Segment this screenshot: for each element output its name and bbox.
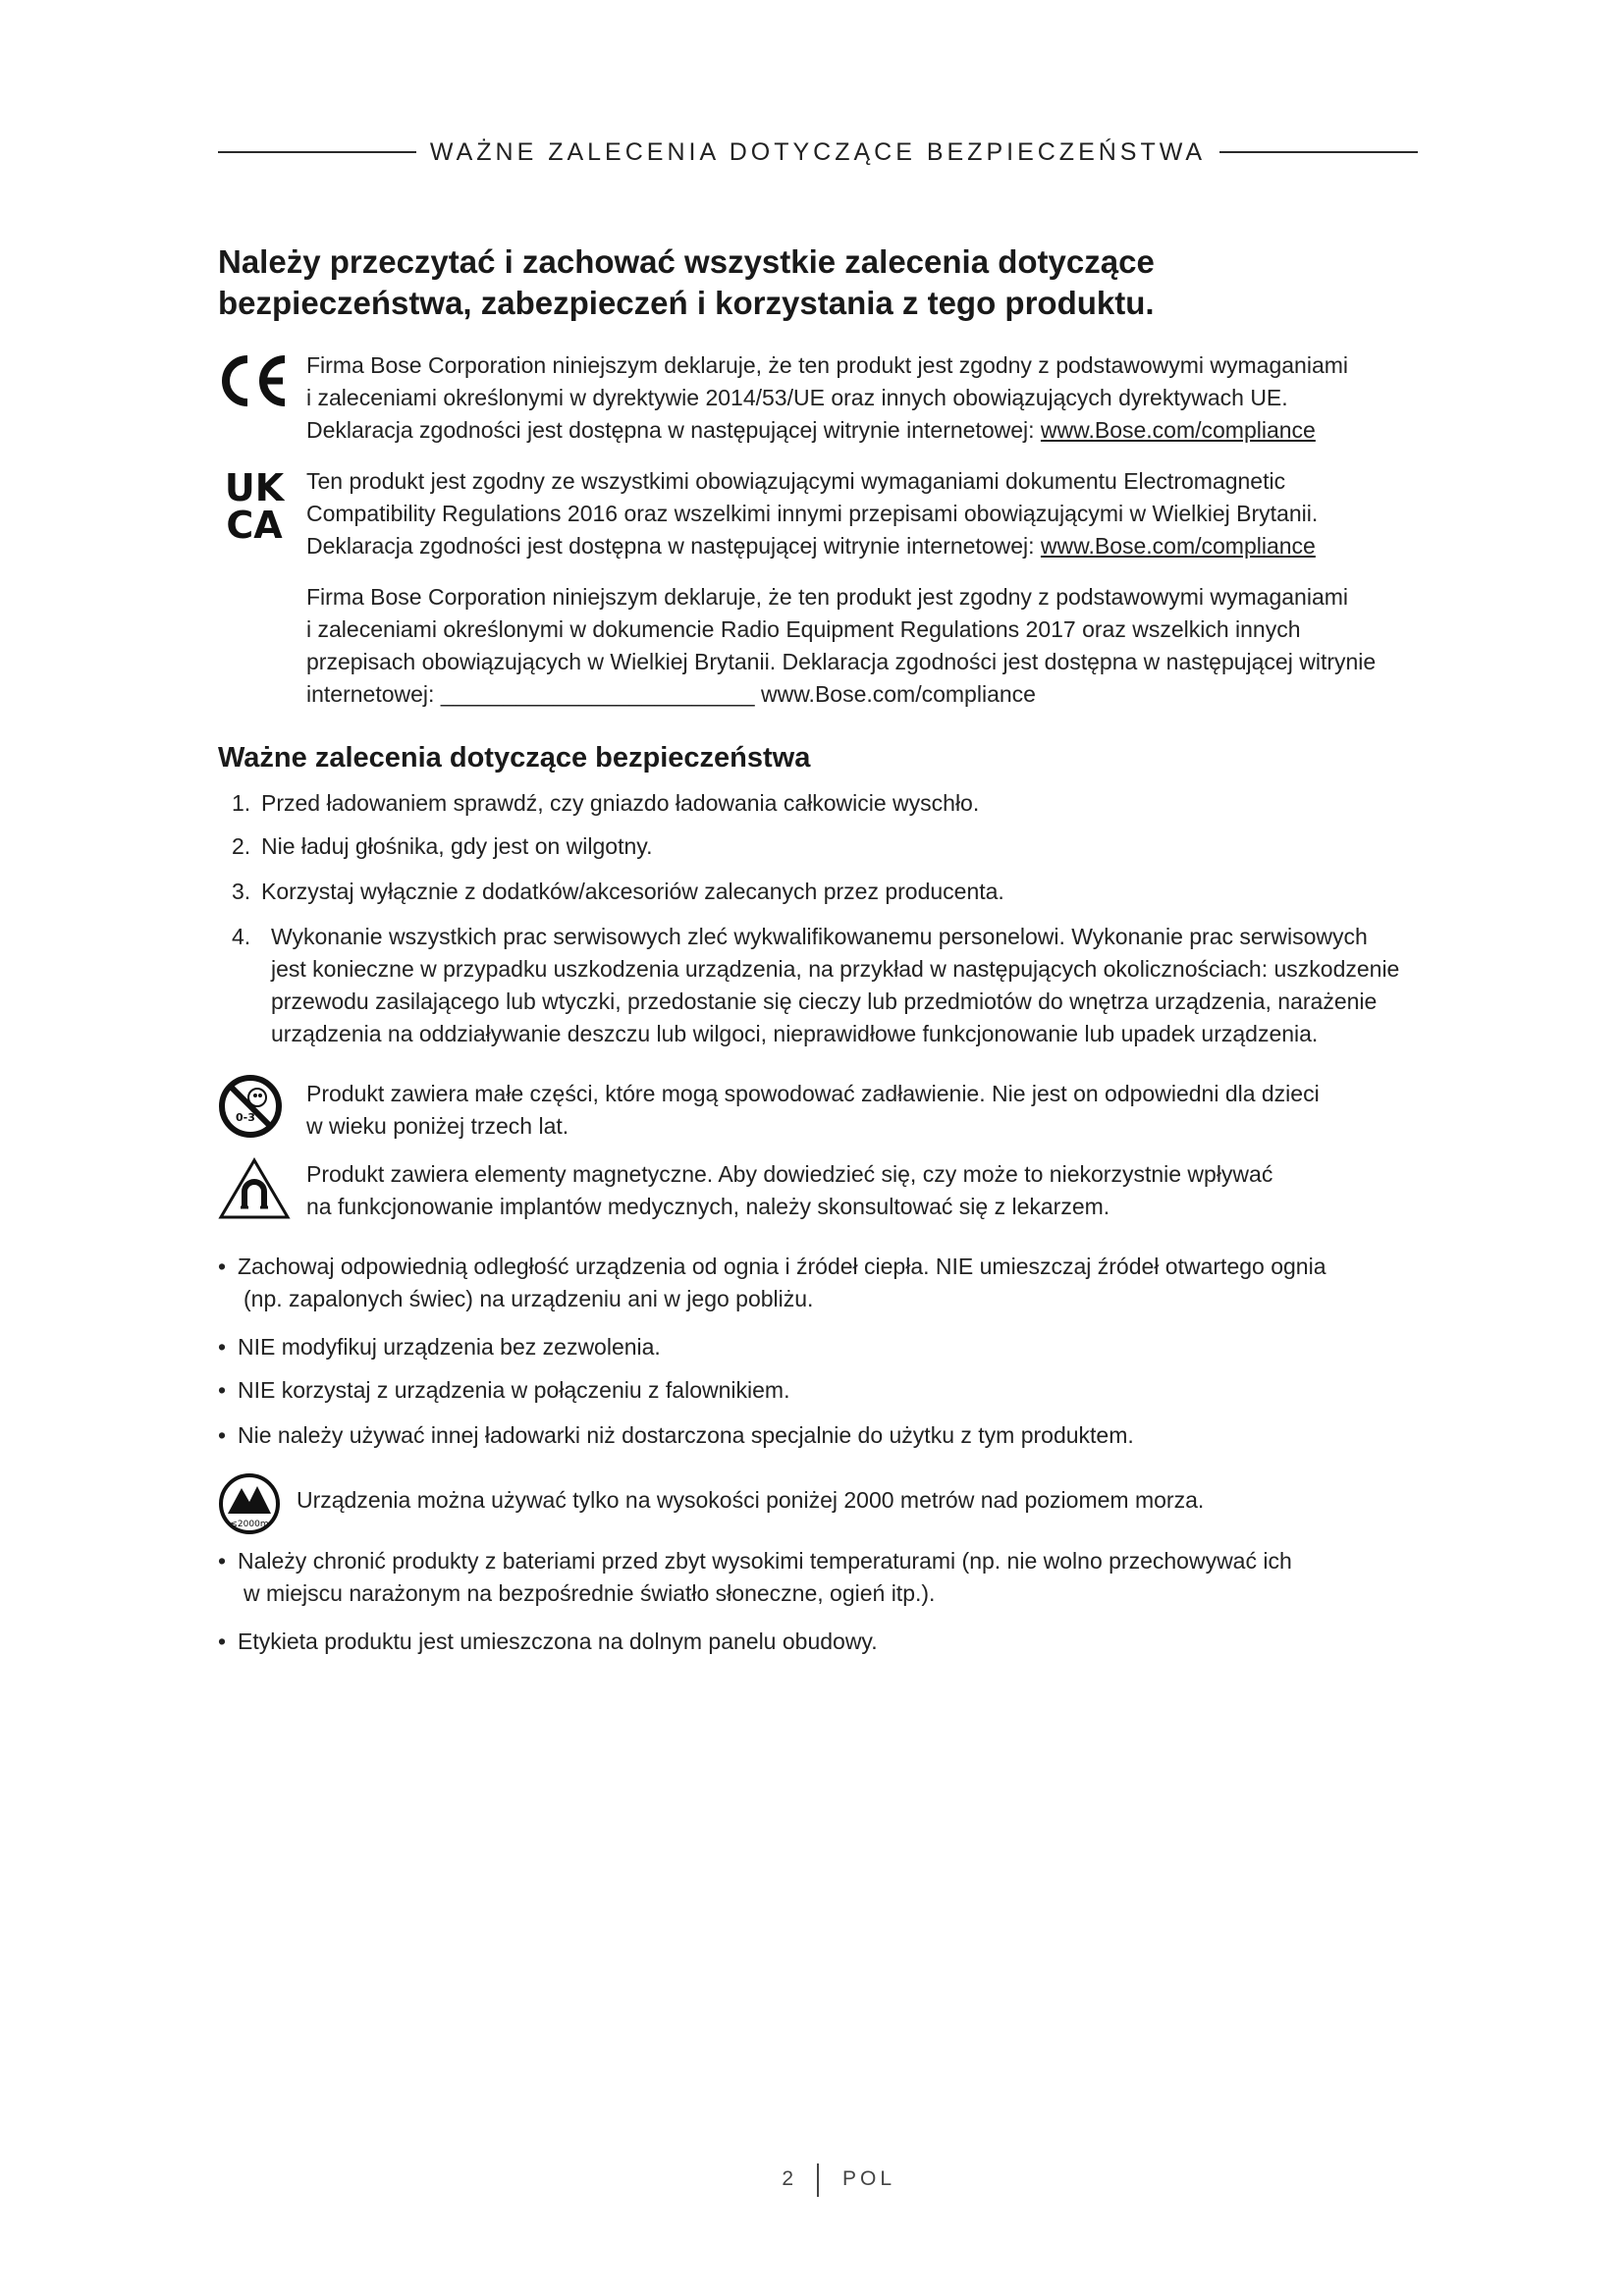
magnet-warning-icon [218, 1156, 291, 1221]
ce-line2: i zaleceniami określonymi w dyrektywie 2014/53/UE oraz innych obowiązujących dyrektywach UE. [306, 385, 1288, 410]
bullet-line: NIE korzystaj z urządzenia w połączeniu z falownikiem. [238, 1377, 790, 1403]
radio-line4 [306, 678, 1416, 711]
bullet-item: • Należy chronić produkty z bateriami przed zbyt wysokimi temperaturami (np. nie wolno przechowywać ich w miejscu narażonym na bezpośrednie światło słoneczne, ogień itp.). [218, 1545, 1416, 1610]
item-text [271, 921, 1430, 1050]
bullet-item: • Etykieta produktu jest umieszczona na dolnym panelu obudowy. [218, 1626, 1416, 1658]
safety-heading: Ważne zalecenia dotyczące bezpieczeństwa [218, 742, 811, 774]
ukca-mark-bottom: CA [226, 504, 283, 542]
bullet-item: • Nie należy używać innej ładowarki niż dostarczona specjalnie do użytku z tym produktem. [218, 1419, 1416, 1452]
radio-line4-suffix: www.Bose.com/compliance [754, 681, 1036, 707]
bullet-item: • NIE korzystaj z urządzenia w połączeniu z falownikiem. [218, 1374, 1416, 1407]
ce-line3 [306, 414, 1416, 447]
bullet-line: (np. zapalonych świec) na urządzeniu ani w jego pobliżu. [244, 1286, 814, 1311]
altitude-limit-icon [218, 1472, 281, 1535]
item-number: 4. [232, 924, 251, 949]
item-number: 3. [232, 879, 251, 904]
altitude-icon-label: ≤2000m [230, 1520, 269, 1529]
bullet-line: Należy chronić produkty z bateriami przed zbyt wysokimi temperaturami (np. nie wolno przechowywać ich [238, 1548, 1292, 1574]
bullet-item: • Zachowaj odpowiednią odległość urządzenia od ognia i źródeł ciepła. NIE umieszczaj źródeł otwartego ognia (np. zapalonych świec) na urządzeniu ani w jego pobliżu. [218, 1251, 1416, 1315]
item-4-line2: jest konieczne w przypadku uszkodzenia urządzenia, na przykład w następujących okolicznościach: uszkodzenie [271, 956, 1400, 982]
item-4-line1: Wykonanie wszystkich prac serwisowych zleć wykwalifikowanemu personelowi. Wykonanie prac serwisowych [271, 924, 1368, 949]
ukca-line3-text: Deklaracja zgodności jest dostępna w następującej witrynie internetowej: [306, 533, 1041, 559]
language-code: POL [842, 2167, 896, 2190]
bullet-line: Nie należy używać innej ładowarki niż dostarczona specjalnie do użytku z tym produktem. [238, 1422, 1134, 1448]
ce-declaration [306, 349, 1416, 447]
choking-line1: Produkt zawiera małe części, które mogą spowodować zadławienie. Nie jest on odpowiedni dla dzieci [306, 1081, 1320, 1106]
header-rule-left [218, 151, 416, 153]
bullet-line: Zachowaj odpowiednią odległość urządzenia od ognia i źródeł ciepła. NIE umieszczaj źródeł otwartego ognia [238, 1254, 1326, 1279]
item-4-line3: przewodu zasilającego lub wtyczki, przedostanie się cieczy lub przedmiotów do wnętrza urządzenia, narażenie [271, 988, 1378, 1014]
radio-line1: Firma Bose Corporation niniejszym deklaruje, że ten produkt jest zgodny z podstawowymi wymaganiami [306, 584, 1349, 610]
ukca-line1: Ten produkt jest zgodny ze wszystkimi obowiązującymi wymaganiami dokumentu Electromagnetic [306, 468, 1286, 494]
radio-line2: i zaleceniami określonymi w dokumencie Radio Equipment Regulations 2017 oraz wszelkich innych [306, 616, 1301, 642]
bullet-line: Etykieta produktu jest umieszczona na dolnym panelu obudowy. [238, 1629, 878, 1654]
magnet-line2: na funkcjonowanie implantów medycznych, należy skonsultować się z lekarzem. [306, 1194, 1110, 1219]
ukca-line3 [306, 530, 1416, 562]
item-number: 1. [232, 790, 251, 816]
page-header [218, 135, 1418, 169]
choking-line2: w wieku poniżej trzech lat. [306, 1113, 569, 1139]
choking-hazard-icon [218, 1074, 283, 1139]
ukca-line2: Compatibility Regulations 2016 oraz wszelkimi innymi przepisami obowiązującymi w Wielkiej Brytanii. [306, 501, 1319, 526]
item-text: Nie ładuj głośnika, gdy jest on wilgotny. [261, 833, 653, 859]
item-text: Korzystaj wyłącznie z dodatków/akcesoriów zalecanych przez producenta. [261, 879, 1004, 904]
ce-line3-text: Deklaracja zgodności jest dostępna w następującej witrynie internetowej: [306, 417, 1041, 443]
ce-compliance-link[interactable]: www.Bose.com/compliance [1040, 417, 1316, 443]
item-text: Przed ładowaniem sprawdź, czy gniazdo ładowania całkowicie wyschło. [261, 790, 980, 816]
footer-separator [817, 2163, 819, 2197]
radio-line4-prefix: internetowej: [306, 681, 441, 707]
ukca-mark-icon [218, 467, 291, 542]
radio-line3: przepisach obowiązujących w Wielkiej Brytanii. Deklaracja zgodności jest dostępna w następującej witrynie [306, 649, 1377, 674]
header-rule-right [1219, 151, 1418, 153]
ukca-mark-top: UK [224, 467, 285, 509]
bullet-line: w miejscu narażonym na bezpośrednie światło słoneczne, ogień itp.). [244, 1580, 936, 1606]
main-heading-line2: bezpieczeństwa, zabezpieczeń i korzystania z tego produktu. [218, 285, 1155, 321]
altitude-text: Urządzenia można używać tylko na wysokości poniżej 2000 metrów nad poziomem morza. [297, 1487, 1205, 1513]
choking-icon-label: 0-3 [236, 1111, 255, 1124]
main-heading [218, 241, 1298, 324]
ukca-compliance-link[interactable]: www.Bose.com/compliance [1040, 533, 1316, 559]
safety-item-4 [232, 921, 1430, 1050]
magnet-warning [306, 1158, 1416, 1223]
item-4-line4: urządzenia na oddziaływanie deszczu lub wilgoci, nieprawidłowe funkcjonowanie lub upadek urządzenia. [271, 1021, 1319, 1046]
page-number: 2 [782, 2167, 793, 2190]
magnet-line1: Produkt zawiera elementy magnetyczne. Aby dowiedzieć się, czy może to niekorzystnie wpływać [306, 1161, 1273, 1187]
ce-line1: Firma Bose Corporation niniejszym deklaruje, że ten produkt jest zgodny z podstawowymi wymaganiami [306, 352, 1349, 378]
safety-item-1 [232, 787, 1430, 820]
radio-declaration [306, 581, 1416, 711]
choking-warning [306, 1078, 1416, 1143]
radio-blank: _________________________ [440, 681, 755, 707]
bullet-item: • NIE modyfikuj urządzenia bez zezwolenia. [218, 1331, 1416, 1363]
ukca-declaration [306, 465, 1416, 562]
ce-mark-icon [218, 353, 289, 408]
bullet-line: NIE modyfikuj urządzenia bez zezwolenia. [238, 1334, 661, 1360]
safety-item-2 [232, 830, 1430, 863]
main-heading-line1: Należy przeczytać i zachować wszystkie zalecenia dotyczące [218, 243, 1155, 280]
page-footer [0, 2163, 1624, 2197]
safety-item-3 [232, 876, 1430, 908]
item-number: 2. [232, 833, 251, 859]
header-title: WAŻNE ZALECENIA DOTYCZĄCE BEZPIECZEŃSTWA [429, 137, 1207, 166]
